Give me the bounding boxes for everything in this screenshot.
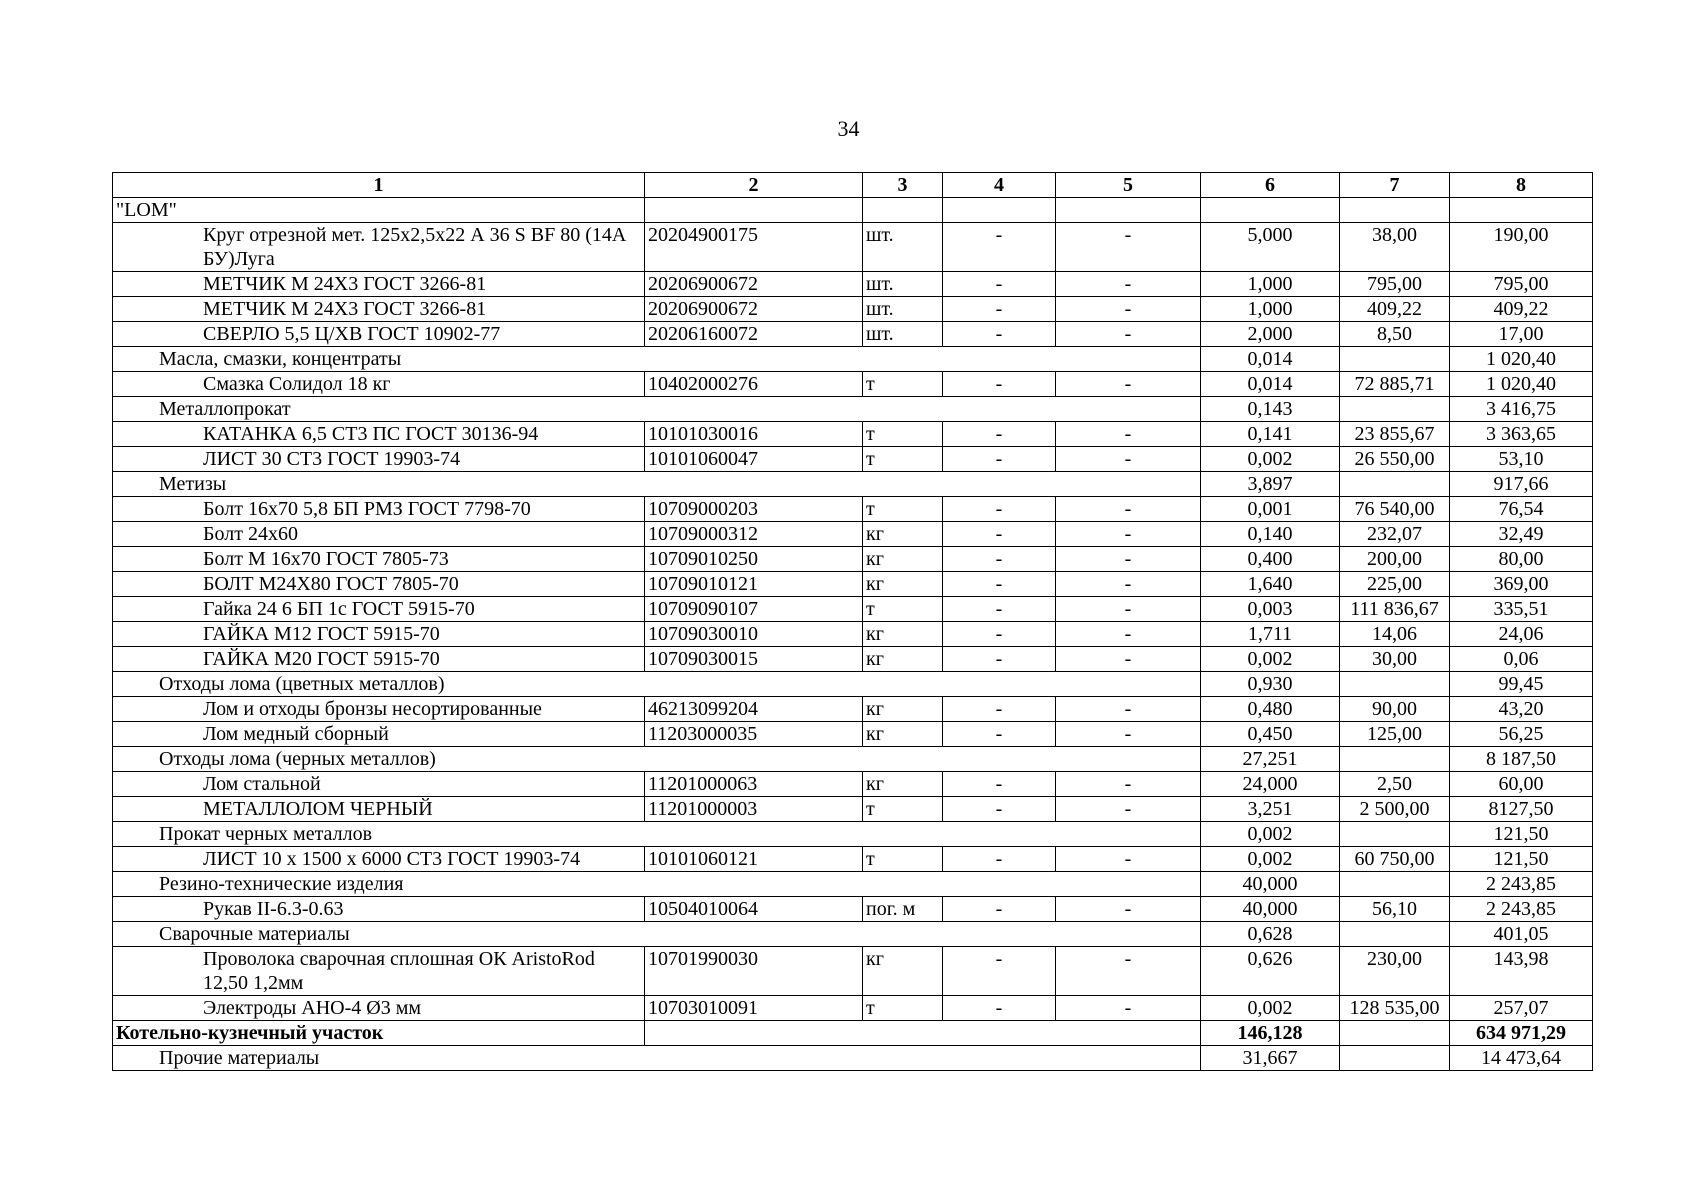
item-col5: - <box>1056 547 1201 572</box>
item-col5: - <box>1056 372 1201 397</box>
group-row <box>113 347 1593 372</box>
item-price: 30,00 <box>1340 647 1450 672</box>
item-col4: - <box>943 422 1056 447</box>
item-code: 46213099204 <box>645 697 863 722</box>
item-col5: - <box>1056 947 1201 996</box>
item-name: Круг отрезной мет. 125х2,5х22 А 36 S BF 80 (14А БУ)Луга <box>113 223 645 272</box>
table-row <box>113 272 1593 297</box>
group-price <box>1340 872 1450 897</box>
cell-empty <box>1450 198 1593 223</box>
item-col4: - <box>943 622 1056 647</box>
item-col5: - <box>1056 772 1201 797</box>
item-price: 90,00 <box>1340 697 1450 722</box>
item-qty: 0,140 <box>1201 522 1340 547</box>
cell-empty <box>863 198 943 223</box>
item-col4: - <box>943 522 1056 547</box>
group-name: Отходы лома (цветных металлов) <box>113 672 1201 697</box>
item-col4: - <box>943 497 1056 522</box>
group-price <box>1340 747 1450 772</box>
item-code: 10101060121 <box>645 847 863 872</box>
group-row <box>113 397 1593 422</box>
table-body <box>113 173 1593 1071</box>
item-sum: 53,10 <box>1450 447 1593 472</box>
item-unit: т <box>863 497 943 522</box>
item-unit: кг <box>863 622 943 647</box>
item-sum: 8127,50 <box>1450 797 1593 822</box>
group-row <box>113 1046 1593 1071</box>
group-qty: 0,930 <box>1201 672 1340 697</box>
item-col5: - <box>1056 647 1201 672</box>
section-row <box>113 1021 1593 1046</box>
item-sum: 369,00 <box>1450 572 1593 597</box>
group-qty: 3,897 <box>1201 472 1340 497</box>
group-sum: 1 020,40 <box>1450 347 1593 372</box>
header-cell: 5 <box>1056 173 1201 198</box>
item-col4: - <box>943 847 1056 872</box>
table-row <box>113 372 1593 397</box>
item-col5: - <box>1056 422 1201 447</box>
item-price: 200,00 <box>1340 547 1450 572</box>
item-unit: т <box>863 847 943 872</box>
item-qty: 0,002 <box>1201 996 1340 1021</box>
item-code: 10709000203 <box>645 497 863 522</box>
item-col5: - <box>1056 522 1201 547</box>
item-price: 111 836,67 <box>1340 597 1450 622</box>
group-sum: 917,66 <box>1450 472 1593 497</box>
group-row <box>113 672 1593 697</box>
group-price <box>1340 672 1450 697</box>
group-sum: 99,45 <box>1450 672 1593 697</box>
table-row <box>113 897 1593 922</box>
item-col4: - <box>943 447 1056 472</box>
item-col4: - <box>943 897 1056 922</box>
item-price: 72 885,71 <box>1340 372 1450 397</box>
group-name: Метизы <box>113 472 1201 497</box>
item-col5: - <box>1056 322 1201 347</box>
table-row <box>113 647 1593 672</box>
item-code: 20204900175 <box>645 223 863 272</box>
item-code: 11203000035 <box>645 722 863 747</box>
item-code: 10709010250 <box>645 547 863 572</box>
item-name: КАТАНКА 6,5 СТ3 ПС ГОСТ 30136-94 <box>113 422 645 447</box>
item-sum: 1 020,40 <box>1450 372 1593 397</box>
item-price: 225,00 <box>1340 572 1450 597</box>
item-col4: - <box>943 647 1056 672</box>
table-row <box>113 547 1593 572</box>
item-sum: 143,98 <box>1450 947 1593 996</box>
item-unit: шт. <box>863 272 943 297</box>
item-price: 2 500,00 <box>1340 797 1450 822</box>
item-col4: - <box>943 322 1056 347</box>
table-row <box>113 622 1593 647</box>
group-qty: 31,667 <box>1201 1046 1340 1071</box>
cell-empty <box>645 198 863 223</box>
item-qty: 0,480 <box>1201 697 1340 722</box>
item-unit: шт. <box>863 297 943 322</box>
item-unit: т <box>863 597 943 622</box>
group-qty: 40,000 <box>1201 872 1340 897</box>
item-qty: 0,014 <box>1201 372 1340 397</box>
group-sum: 401,05 <box>1450 922 1593 947</box>
header-cell: 4 <box>943 173 1056 198</box>
item-sum: 257,07 <box>1450 996 1593 1021</box>
item-col5: - <box>1056 572 1201 597</box>
item-sum: 43,20 <box>1450 697 1593 722</box>
header-row <box>113 173 1593 198</box>
item-price: 795,00 <box>1340 272 1450 297</box>
item-price: 128 535,00 <box>1340 996 1450 1021</box>
item-price: 56,10 <box>1340 897 1450 922</box>
item-name: МЕТЧИК М 24Х3 ГОСТ 3266-81 <box>113 297 645 322</box>
item-code: 10709010121 <box>645 572 863 597</box>
item-name: ЛИСТ 10 х 1500 х 6000 СТ3 ГОСТ 19903-74 <box>113 847 645 872</box>
group-qty: 27,251 <box>1201 747 1340 772</box>
table-row <box>113 497 1593 522</box>
group-name: Резино-технические изделия <box>113 872 1201 897</box>
item-sum: 409,22 <box>1450 297 1593 322</box>
item-price: 38,00 <box>1340 223 1450 272</box>
item-name: Проволока сварочная сплошная ОК AristoRod 12,50 1,2мм <box>113 947 645 996</box>
group-sum: 634 971,29 <box>1450 1021 1593 1046</box>
cell-empty <box>943 198 1056 223</box>
item-code: 20206900672 <box>645 272 863 297</box>
item-code: 10101030016 <box>645 422 863 447</box>
item-code: 10709030015 <box>645 647 863 672</box>
item-sum: 795,00 <box>1450 272 1593 297</box>
item-code: 10703010091 <box>645 996 863 1021</box>
group-price <box>1340 397 1450 422</box>
item-name: Смазка Солидол 18 кг <box>113 372 645 397</box>
item-col4: - <box>943 697 1056 722</box>
item-name: БОЛТ М24Х80 ГОСТ 7805-70 <box>113 572 645 597</box>
group-name: Сварочные материалы <box>113 922 1201 947</box>
item-price: 76 540,00 <box>1340 497 1450 522</box>
item-qty: 0,141 <box>1201 422 1340 447</box>
item-sum: 121,50 <box>1450 847 1593 872</box>
item-qty: 24,000 <box>1201 772 1340 797</box>
table-row <box>113 722 1593 747</box>
table-row <box>113 697 1593 722</box>
group-price <box>1340 822 1450 847</box>
table-row <box>113 322 1593 347</box>
item-unit: кг <box>863 947 943 996</box>
group-sum: 2 243,85 <box>1450 872 1593 897</box>
item-name: ГАЙКА М20 ГОСТ 5915-70 <box>113 647 645 672</box>
item-sum: 3 363,65 <box>1450 422 1593 447</box>
item-col5: - <box>1056 722 1201 747</box>
item-code: 10709030010 <box>645 622 863 647</box>
item-unit: т <box>863 447 943 472</box>
item-price: 409,22 <box>1340 297 1450 322</box>
item-col4: - <box>943 372 1056 397</box>
group-sum: 3 416,75 <box>1450 397 1593 422</box>
item-sum: 0,06 <box>1450 647 1593 672</box>
item-code: 10101060047 <box>645 447 863 472</box>
item-price: 232,07 <box>1340 522 1450 547</box>
item-col5: - <box>1056 497 1201 522</box>
item-code: 10709090107 <box>645 597 863 622</box>
item-code: 10504010064 <box>645 897 863 922</box>
item-name: СВЕРЛО 5,5 Ц/ХВ ГОСТ 10902-77 <box>113 322 645 347</box>
group-qty: 0,628 <box>1201 922 1340 947</box>
item-sum: 17,00 <box>1450 322 1593 347</box>
item-col5: - <box>1056 847 1201 872</box>
group-row <box>113 872 1593 897</box>
group-row <box>113 822 1593 847</box>
item-qty: 0,002 <box>1201 447 1340 472</box>
item-col5: - <box>1056 697 1201 722</box>
group-name: Отходы лома (черных металлов) <box>113 747 1201 772</box>
item-col4: - <box>943 547 1056 572</box>
item-code: 11201000003 <box>645 797 863 822</box>
group-row <box>113 747 1593 772</box>
group-price <box>1340 472 1450 497</box>
item-unit: кг <box>863 772 943 797</box>
item-col4: - <box>943 772 1056 797</box>
item-unit: шт. <box>863 322 943 347</box>
item-qty: 40,000 <box>1201 897 1340 922</box>
item-price: 8,50 <box>1340 322 1450 347</box>
item-col5: - <box>1056 223 1201 272</box>
item-col5: - <box>1056 797 1201 822</box>
item-name: Лом стальной <box>113 772 645 797</box>
item-name: Лом медный сборный <box>113 722 645 747</box>
item-col5: - <box>1056 272 1201 297</box>
item-unit: т <box>863 797 943 822</box>
table-row <box>113 522 1593 547</box>
item-col4: - <box>943 797 1056 822</box>
item-qty: 5,000 <box>1201 223 1340 272</box>
item-name: ГАЙКА М12 ГОСТ 5915-70 <box>113 622 645 647</box>
item-col5: - <box>1056 597 1201 622</box>
table-row <box>113 772 1593 797</box>
item-col5: - <box>1056 447 1201 472</box>
item-col4: - <box>943 223 1056 272</box>
item-qty: 2,000 <box>1201 322 1340 347</box>
item-qty: 0,003 <box>1201 597 1340 622</box>
item-qty: 0,002 <box>1201 847 1340 872</box>
group-qty: 0,143 <box>1201 397 1340 422</box>
item-sum: 2 243,85 <box>1450 897 1593 922</box>
header-cell: 7 <box>1340 173 1450 198</box>
item-sum: 80,00 <box>1450 547 1593 572</box>
item-name: Лом и отходы бронзы несортированные <box>113 697 645 722</box>
materials-table <box>112 172 1593 1071</box>
item-code: 11201000063 <box>645 772 863 797</box>
item-sum: 24,06 <box>1450 622 1593 647</box>
item-qty: 0,002 <box>1201 647 1340 672</box>
item-unit: кг <box>863 572 943 597</box>
table-row <box>113 223 1593 272</box>
item-sum: 56,25 <box>1450 722 1593 747</box>
item-name: Гайка 24 6 БП 1с ГОСТ 5915-70 <box>113 597 645 622</box>
item-col5: - <box>1056 622 1201 647</box>
section-name: Котельно-кузнечный участок <box>113 1021 645 1046</box>
cell-empty <box>1340 198 1450 223</box>
item-sum: 190,00 <box>1450 223 1593 272</box>
item-qty: 0,400 <box>1201 547 1340 572</box>
item-code: 10701990030 <box>645 947 863 996</box>
item-price: 2,50 <box>1340 772 1450 797</box>
item-col4: - <box>943 597 1056 622</box>
group-qty: 0,014 <box>1201 347 1340 372</box>
table-row <box>113 947 1593 996</box>
item-col4: - <box>943 572 1056 597</box>
table-row <box>113 847 1593 872</box>
item-code: 10709000312 <box>645 522 863 547</box>
group-sum: 121,50 <box>1450 822 1593 847</box>
group-row <box>113 472 1593 497</box>
cell-empty <box>1201 198 1340 223</box>
table-row <box>113 996 1593 1021</box>
item-col4: - <box>943 297 1056 322</box>
item-unit: шт. <box>863 223 943 272</box>
item-code: 20206900672 <box>645 297 863 322</box>
item-name: Болт 24х60 <box>113 522 645 547</box>
item-unit: т <box>863 422 943 447</box>
item-unit: пог. м <box>863 897 943 922</box>
item-unit: кг <box>863 547 943 572</box>
page-number: 34 <box>837 116 860 141</box>
item-col5: - <box>1056 996 1201 1021</box>
item-qty: 3,251 <box>1201 797 1340 822</box>
item-qty: 1,000 <box>1201 272 1340 297</box>
item-price: 125,00 <box>1340 722 1450 747</box>
item-unit: т <box>863 372 943 397</box>
header-cell: 8 <box>1450 173 1593 198</box>
group-qty: 146,128 <box>1201 1021 1340 1046</box>
group-qty: 0,002 <box>1201 822 1340 847</box>
item-price: 60 750,00 <box>1340 847 1450 872</box>
item-col5: - <box>1056 897 1201 922</box>
group-name: Прочие материалы <box>113 1046 1201 1071</box>
item-qty: 1,000 <box>1201 297 1340 322</box>
table-row <box>113 572 1593 597</box>
group-name: Металлопрокат <box>113 397 1201 422</box>
item-qty: 1,711 <box>1201 622 1340 647</box>
item-col4: - <box>943 722 1056 747</box>
item-col5: - <box>1056 297 1201 322</box>
table-row <box>113 422 1593 447</box>
group-name: Прокат черных металлов <box>113 822 1201 847</box>
item-price: 14,06 <box>1340 622 1450 647</box>
item-unit: кг <box>863 722 943 747</box>
item-sum: 60,00 <box>1450 772 1593 797</box>
table-row <box>113 447 1593 472</box>
group-price <box>1340 1046 1450 1071</box>
group-price <box>1340 922 1450 947</box>
group-price <box>1340 1021 1450 1046</box>
table-row <box>113 597 1593 622</box>
row-name: "LOM" <box>113 198 645 223</box>
item-name: МЕТЧИК М 24Х3 ГОСТ 3266-81 <box>113 272 645 297</box>
item-col4: - <box>943 947 1056 996</box>
group-sum: 8 187,50 <box>1450 747 1593 772</box>
item-name: ЛИСТ 30 СТ3 ГОСТ 19903-74 <box>113 447 645 472</box>
header-cell: 6 <box>1201 173 1340 198</box>
table-row <box>113 797 1593 822</box>
cell-empty <box>1056 198 1201 223</box>
table-row <box>113 297 1593 322</box>
item-unit: кг <box>863 697 943 722</box>
item-unit: кг <box>863 647 943 672</box>
header-cell: 1 <box>113 173 645 198</box>
item-price: 230,00 <box>1340 947 1450 996</box>
item-name: МЕТАЛЛОЛОМ ЧЕРНЫЙ <box>113 797 645 822</box>
item-sum: 32,49 <box>1450 522 1593 547</box>
group-price <box>1340 347 1450 372</box>
item-unit: кг <box>863 522 943 547</box>
item-name: Электроды АНО-4 Ø3 мм <box>113 996 645 1021</box>
group-name: Масла, смазки, концентраты <box>113 347 1201 372</box>
item-unit: т <box>863 996 943 1021</box>
group-sum: 14 473,64 <box>1450 1046 1593 1071</box>
item-qty: 0,001 <box>1201 497 1340 522</box>
item-code: 10402000276 <box>645 372 863 397</box>
item-qty: 0,626 <box>1201 947 1340 996</box>
item-name: Болт М 16х70 ГОСТ 7805-73 <box>113 547 645 572</box>
item-qty: 1,640 <box>1201 572 1340 597</box>
item-col4: - <box>943 996 1056 1021</box>
item-name: Болт 16х70 5,8 БП РМЗ ГОСТ 7798-70 <box>113 497 645 522</box>
group-row <box>113 922 1593 947</box>
item-name: Рукав II-6.3-0.63 <box>113 897 645 922</box>
header-cell: 2 <box>645 173 863 198</box>
item-col4: - <box>943 272 1056 297</box>
item-price: 23 855,67 <box>1340 422 1450 447</box>
table-title-row <box>113 198 1593 223</box>
item-price: 26 550,00 <box>1340 447 1450 472</box>
item-sum: 335,51 <box>1450 597 1593 622</box>
item-code: 20206160072 <box>645 322 863 347</box>
cell-empty <box>645 1021 1201 1046</box>
item-qty: 0,450 <box>1201 722 1340 747</box>
header-cell: 3 <box>863 173 943 198</box>
item-sum: 76,54 <box>1450 497 1593 522</box>
